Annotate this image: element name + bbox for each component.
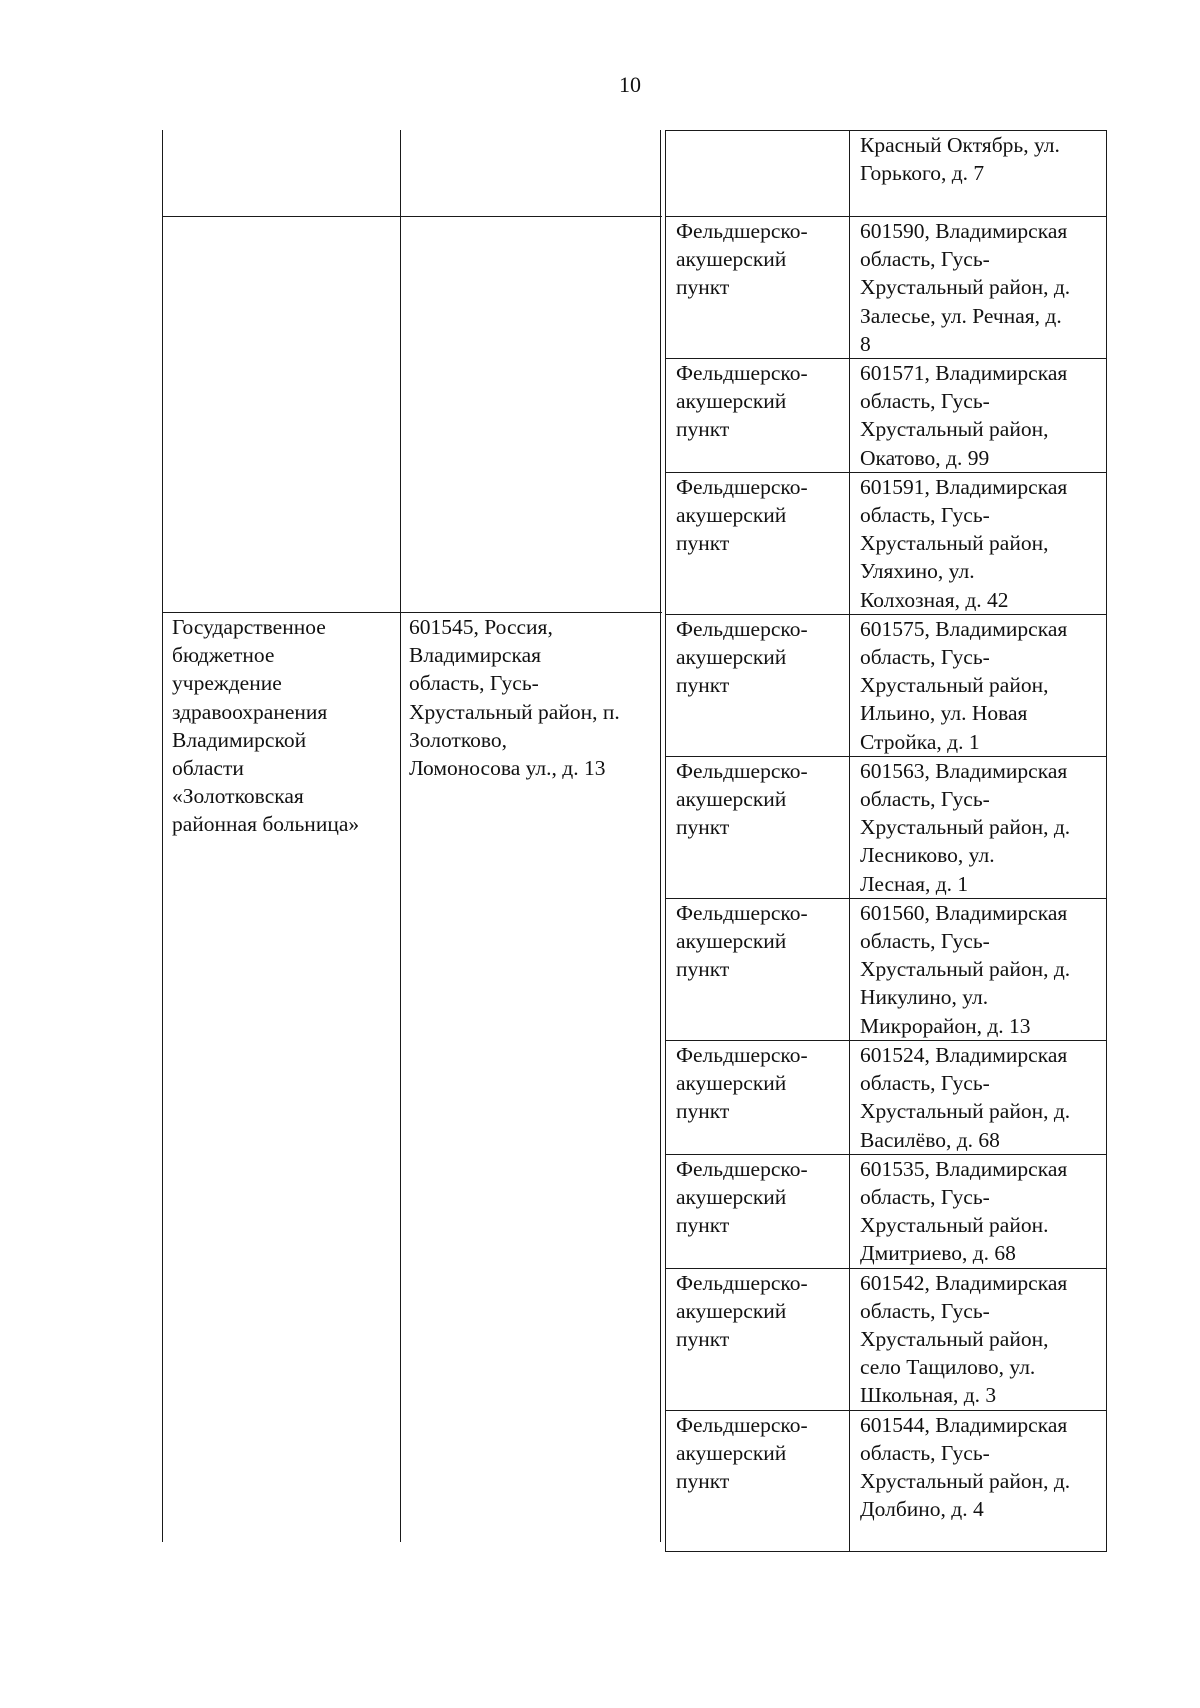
institution-address: 601545, Россия, Владимирская область, Гусь- Хрустальный район, п. Золотково, Ломоносова ул., д. 13 — [409, 615, 620, 781]
table-row — [666, 898, 1107, 1040]
left-table-border-left — [162, 130, 163, 1542]
point-type-cell: Фельдшерско- акушерский пункт — [666, 1410, 850, 1551]
point-type-cell: Фельдшерско- акушерский пункт — [666, 1154, 850, 1268]
point-address-cell: Красный Октябрь, ул. Горького, д. 7 — [850, 131, 1107, 217]
table-row — [666, 1410, 1107, 1551]
point-type-cell: Фельдшерско- акушерский пункт — [666, 898, 850, 1040]
table-row — [666, 217, 1107, 359]
table-row — [666, 1040, 1107, 1154]
page-number: 10 — [619, 72, 641, 97]
point-address-cell: 601591, Владимирская область, Гусь- Хрустальный район, Уляхино, ул. Колхозная, д. 42 — [850, 472, 1107, 614]
table-row — [666, 131, 1107, 217]
table-row — [666, 472, 1107, 614]
table-row — [666, 359, 1107, 473]
table-row — [666, 756, 1107, 898]
point-address-cell: 601560, Владимирская область, Гусь- Хрустальный район, д. Никулино, ул. Микрорайон, д. 13 — [850, 898, 1107, 1040]
table-row — [666, 1154, 1107, 1268]
point-type-cell: Фельдшерско- акушерский пункт — [666, 1040, 850, 1154]
point-address-cell: 601575, Владимирская область, Гусь- Хрустальный район, Ильино, ул. Новая Стройка, д. 1 — [850, 614, 1107, 756]
point-address-cell: 601544, Владимирская область, Гусь- Хрустальный район, д. Долбино, д. 4 — [850, 1410, 1107, 1551]
feldsher-points-table — [665, 130, 1107, 1552]
table-row — [666, 614, 1107, 756]
point-type-cell — [666, 131, 850, 217]
point-address-cell: 601571, Владимирская область, Гусь- Хрустальный район, Окатово, д. 99 — [850, 359, 1107, 473]
point-type-cell: Фельдшерско- акушерский пункт — [666, 614, 850, 756]
institution-name: Государственное бюджетное учреждение здравоохранения Владимирской области «Золотковская районная больница» — [172, 615, 360, 837]
table-row — [666, 1268, 1107, 1410]
point-type-cell: Фельдшерско- акушерский пункт — [666, 359, 850, 473]
point-address-cell: 601590, Владимирская область, Гусь- Хрустальный район, д. Залесье, ул. Речная, д. 8 — [850, 217, 1107, 359]
point-address-cell: 601563, Владимирская область, Гусь- Хрустальный район, д. Лесниково, ул. Лесная, д. 1 — [850, 756, 1107, 898]
point-type-cell: Фельдшерско- акушерский пункт — [666, 472, 850, 614]
point-address-cell: 601542, Владимирская область, Гусь- Хрустальный район, село Тащилово, ул. Школьная, д. 3 — [850, 1268, 1107, 1410]
point-type-cell: Фельдшерско- акушерский пункт — [666, 1268, 850, 1410]
point-type-cell: Фельдшерско- акушерский пункт — [666, 756, 850, 898]
point-address-cell: 601535, Владимирская область, Гусь- Хрустальный район. Дмитриево, д. 68 — [850, 1154, 1107, 1268]
point-type-cell: Фельдшерско- акушерский пункт — [666, 217, 850, 359]
point-address-cell: 601524, Владимирская область, Гусь- Хрустальный район, д. Василёво, д. 68 — [850, 1040, 1107, 1154]
left-table-border-right — [660, 130, 661, 1542]
left-table-border-middle — [400, 130, 401, 1542]
left-table-row-divider — [162, 216, 662, 217]
